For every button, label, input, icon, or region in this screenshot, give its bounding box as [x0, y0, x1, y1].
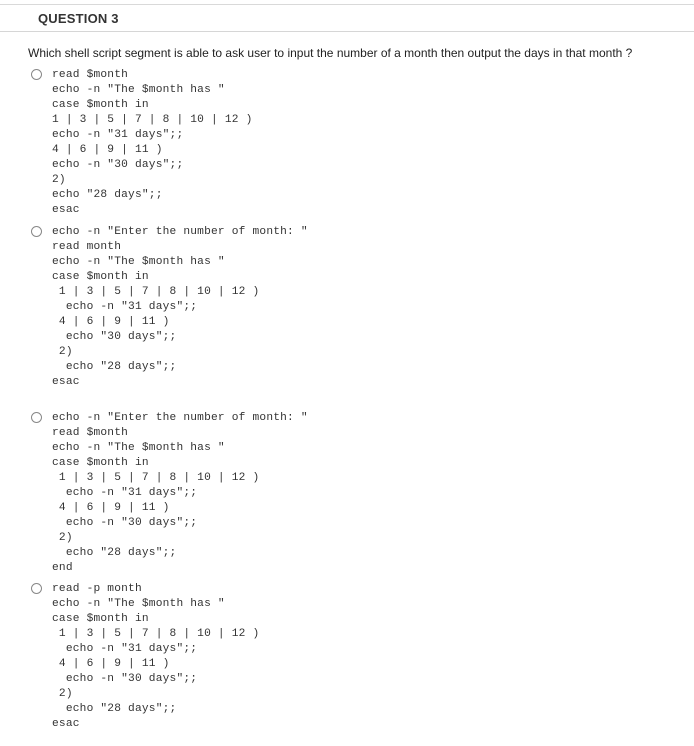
option-a-radio[interactable] — [31, 69, 42, 80]
code-line: echo -n "Enter the number of month: " — [52, 412, 308, 424]
code-line: read $month — [52, 69, 129, 81]
code-line: 2) — [52, 174, 66, 186]
option-d-code — [52, 582, 259, 732]
code-line: echo -n "31 days";; — [52, 301, 198, 313]
code-line: 1 | 3 | 5 | 7 | 8 | 10 | 12 ) — [52, 286, 260, 298]
code-line: 1 | 3 | 5 | 7 | 8 | 10 | 12 ) — [52, 628, 260, 640]
code-line: 4 | 6 | 9 | 11 ) — [52, 144, 163, 156]
code-line: echo -n "31 days";; — [52, 487, 198, 499]
code-line: echo -n "30 days";; — [52, 517, 198, 529]
code-line: 2) — [52, 532, 73, 544]
code-line: echo -n "30 days";; — [52, 673, 198, 685]
question-text: Which shell script segment is able to ask user to input the number of a month then output the days in that month ? — [28, 46, 633, 60]
code-line: case $month in — [52, 613, 149, 625]
code-line: echo -n "31 days";; — [52, 129, 184, 141]
code-line: read month — [52, 241, 122, 253]
option-a-code — [52, 68, 253, 218]
code-line: echo "28 days";; — [52, 703, 177, 715]
code-line: echo -n "30 days";; — [52, 159, 184, 171]
code-line: 1 | 3 | 5 | 7 | 8 | 10 | 12 ) — [52, 472, 260, 484]
code-line: echo -n "The $month has " — [52, 256, 225, 268]
code-line: 4 | 6 | 9 | 11 ) — [52, 658, 170, 670]
code-line: read $month — [52, 427, 129, 439]
option-c-code — [52, 411, 308, 576]
option-b-code — [52, 225, 308, 390]
question-header — [0, 5, 694, 32]
code-line: echo -n "Enter the number of month: " — [52, 226, 308, 238]
code-line: 2) — [52, 346, 73, 358]
option-d-radio[interactable] — [31, 583, 42, 594]
code-line: echo "28 days";; — [52, 547, 177, 559]
code-line: case $month in — [52, 457, 149, 469]
code-line: echo -n "The $month has " — [52, 84, 225, 96]
code-line: echo "28 days";; — [52, 189, 163, 201]
code-line: case $month in — [52, 99, 149, 111]
code-line: echo -n "31 days";; — [52, 643, 198, 655]
code-line: 1 | 3 | 5 | 7 | 8 | 10 | 12 ) — [52, 114, 253, 126]
code-line: esac — [52, 204, 80, 216]
code-line: echo -n "The $month has " — [52, 598, 225, 610]
question-title: QUESTION 3 — [38, 11, 119, 26]
code-line: echo "30 days";; — [52, 331, 177, 343]
code-line: esac — [52, 718, 80, 730]
code-line: read -p month — [52, 583, 142, 595]
code-line: echo -n "The $month has " — [52, 442, 225, 454]
code-line: esac — [52, 376, 80, 388]
option-c-radio[interactable] — [31, 412, 42, 423]
code-line: echo "28 days";; — [52, 361, 177, 373]
option-b-radio[interactable] — [31, 226, 42, 237]
code-line: 4 | 6 | 9 | 11 ) — [52, 316, 170, 328]
code-line: case $month in — [52, 271, 149, 283]
code-line: 4 | 6 | 9 | 11 ) — [52, 502, 170, 514]
code-line: 2) — [52, 688, 73, 700]
code-line: end — [52, 562, 73, 574]
